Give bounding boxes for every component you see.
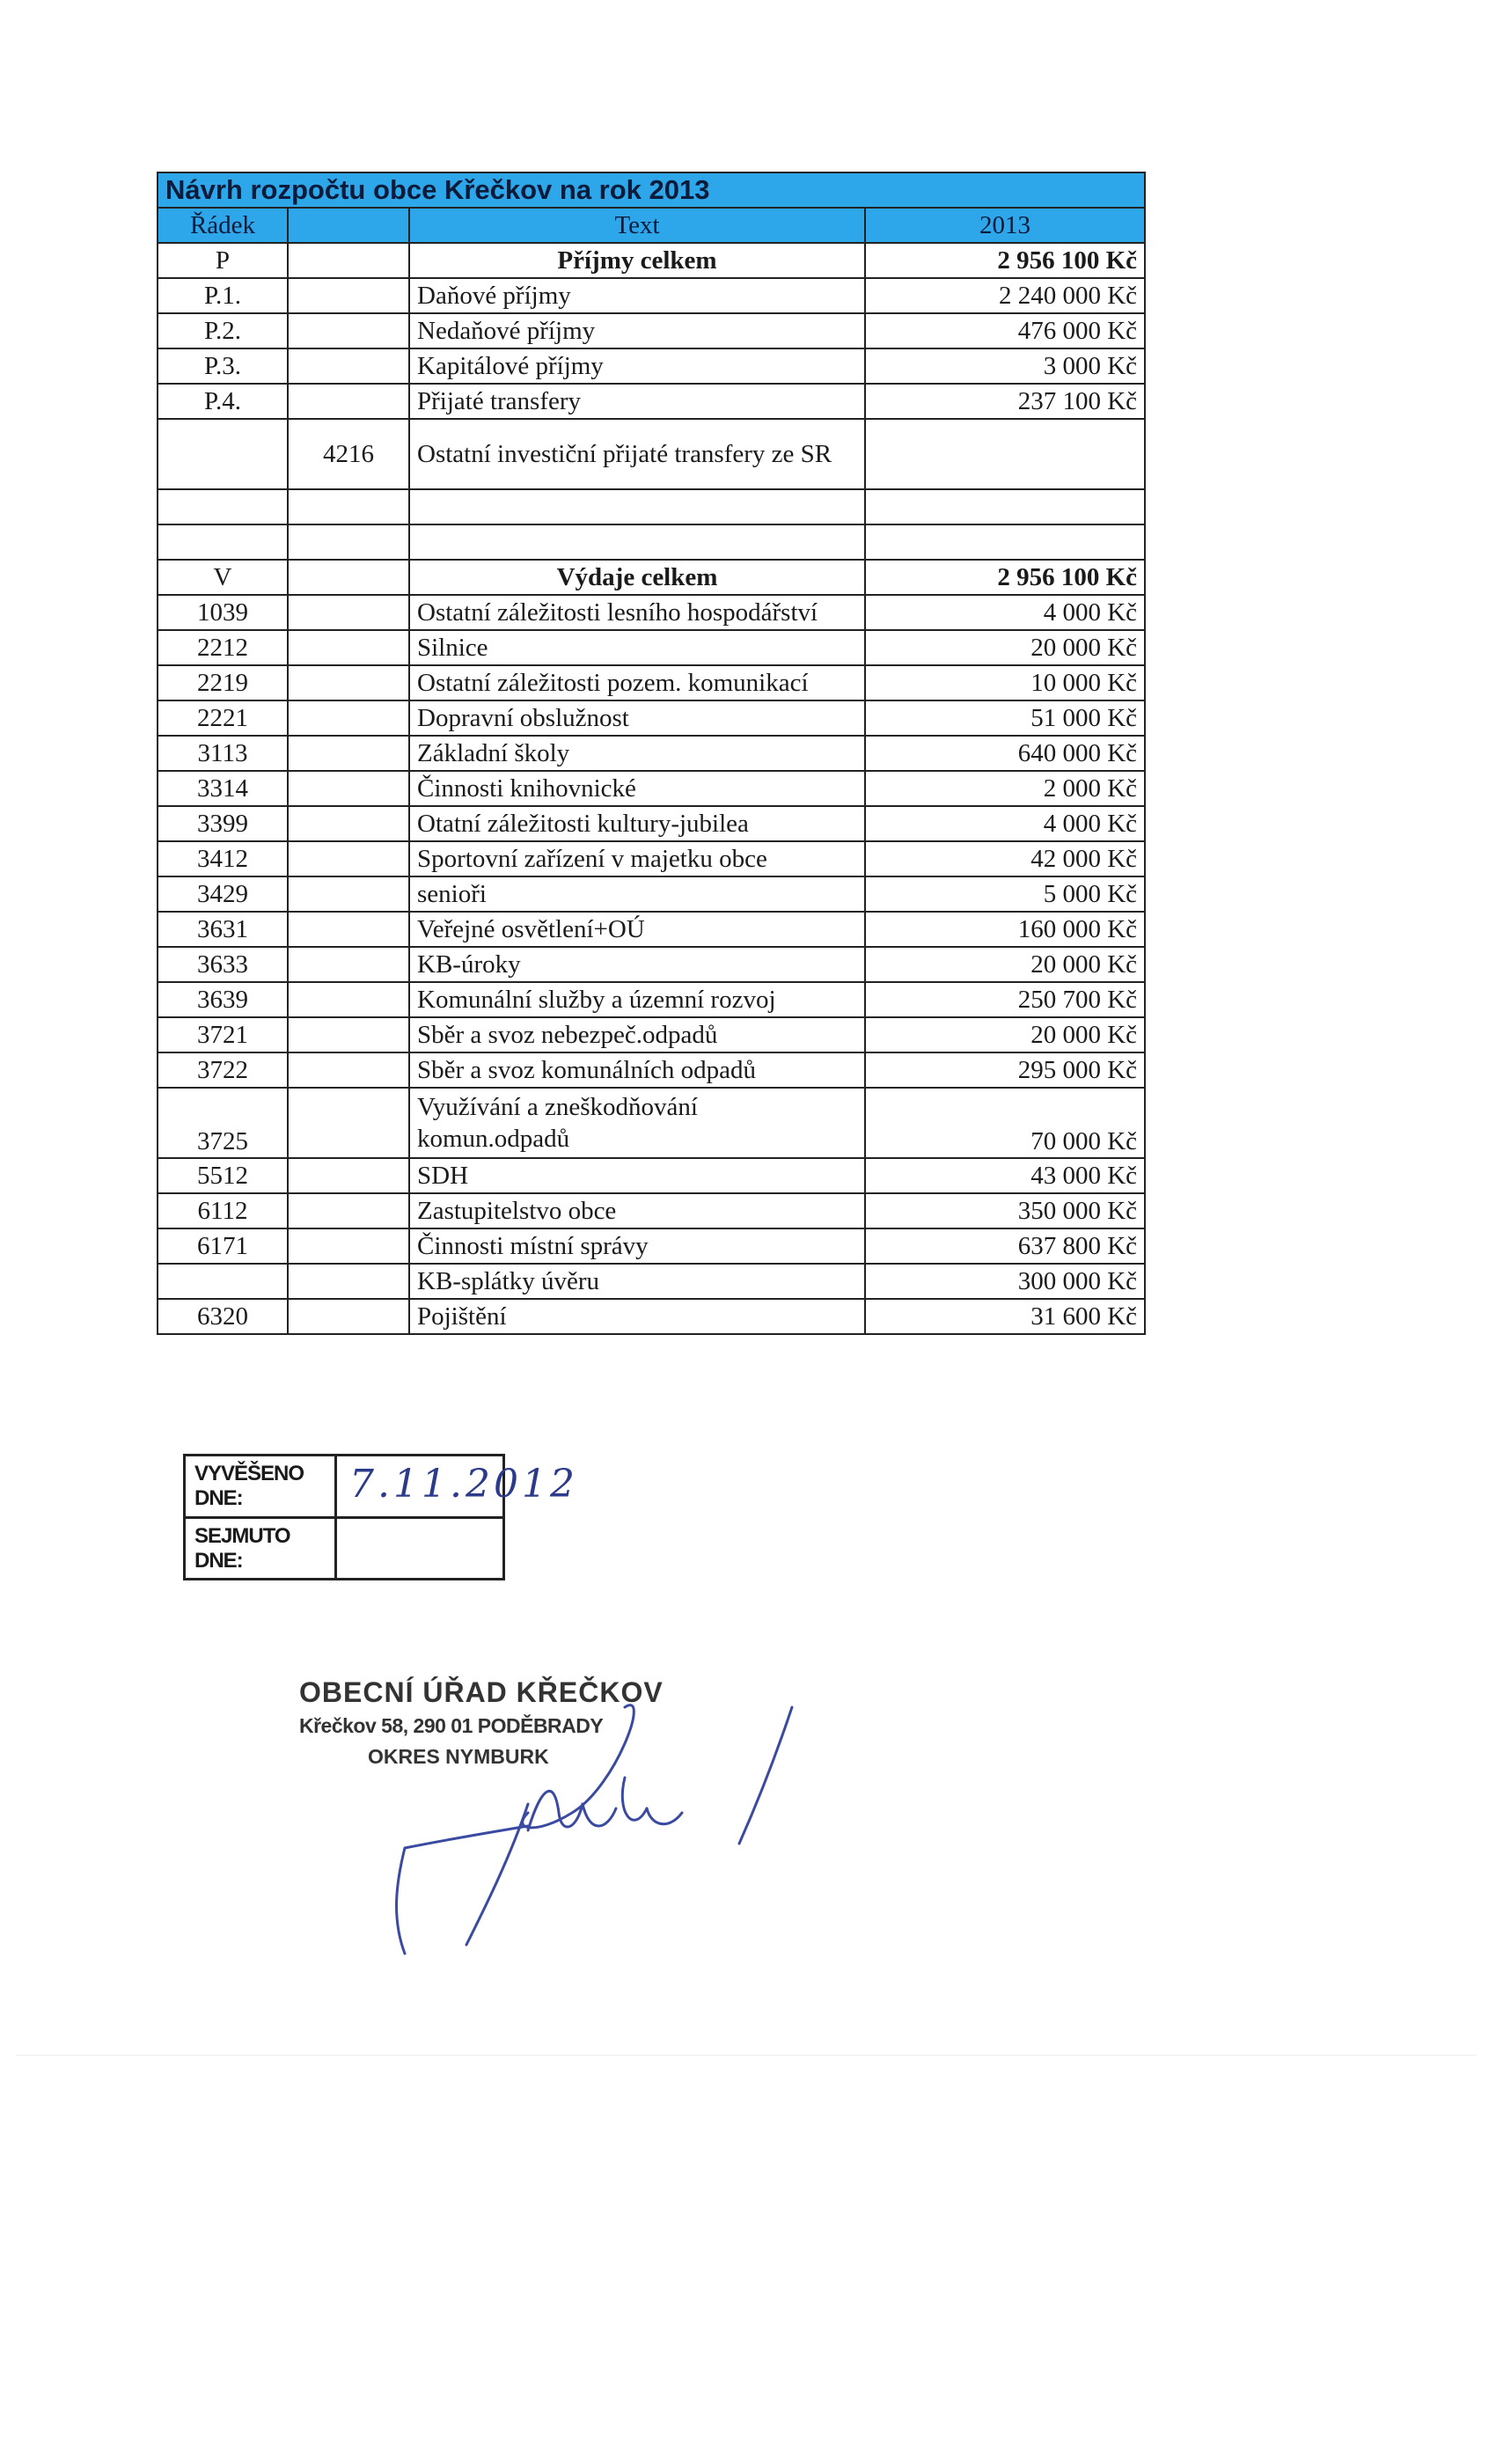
row-amount: 20 000 Kč bbox=[865, 630, 1145, 665]
table-row bbox=[158, 1228, 1145, 1264]
row-code bbox=[158, 1264, 288, 1299]
row-code: 2212 bbox=[158, 630, 288, 665]
table-row bbox=[158, 665, 1145, 700]
blank-cell bbox=[288, 912, 409, 947]
row-amount: 20 000 Kč bbox=[865, 1017, 1145, 1052]
row-code: 3429 bbox=[158, 876, 288, 912]
row-code: 3631 bbox=[158, 912, 288, 947]
blank-cell bbox=[288, 348, 409, 384]
row-text: Ostatní záležitosti pozem. komunikací bbox=[409, 665, 865, 700]
row-code: P.3. bbox=[158, 348, 288, 384]
row-text: Ostatní investiční přijaté transfery ze SR bbox=[409, 419, 865, 489]
blank-cell bbox=[288, 947, 409, 982]
row-amount: 295 000 Kč bbox=[865, 1052, 1145, 1088]
row-amount: 3 000 Kč bbox=[865, 348, 1145, 384]
blank-cell bbox=[288, 700, 409, 736]
row-text: Výdaje celkem bbox=[409, 560, 865, 595]
row-code: 2219 bbox=[158, 665, 288, 700]
row-code: 3412 bbox=[158, 841, 288, 876]
row-amount: 70 000 Kč bbox=[865, 1088, 1145, 1158]
table-row bbox=[158, 384, 1145, 419]
table-row bbox=[158, 348, 1145, 384]
row-text: Základní školy bbox=[409, 736, 865, 771]
header-text: Text bbox=[409, 208, 865, 243]
row-text: senioři bbox=[409, 876, 865, 912]
row-text: Sportovní zařízení v majetku obce bbox=[409, 841, 865, 876]
posted-date: 7.11.2012 bbox=[349, 1462, 578, 1507]
row-amount: 300 000 Kč bbox=[865, 1264, 1145, 1299]
row-code: 3633 bbox=[158, 947, 288, 982]
table-row bbox=[158, 1193, 1145, 1228]
blank-cell bbox=[288, 243, 409, 278]
row-text: Příjmy celkem bbox=[409, 243, 865, 278]
row-text: Daňové příjmy bbox=[409, 278, 865, 313]
row-code: 5512 bbox=[158, 1158, 288, 1193]
office-address: Křečkov 58, 290 01 PODĚBRADY bbox=[299, 1714, 604, 1737]
blank-cell bbox=[288, 1193, 409, 1228]
empty-row bbox=[158, 489, 1145, 524]
title-row bbox=[158, 172, 1145, 208]
blank-cell bbox=[288, 806, 409, 841]
table-row bbox=[158, 1158, 1145, 1193]
row-text: Dopravní obslužnost bbox=[409, 700, 865, 736]
blank-cell bbox=[288, 736, 409, 771]
blank-cell bbox=[865, 419, 1145, 489]
row-code: 6320 bbox=[158, 1299, 288, 1334]
row-amount: 4 000 Kč bbox=[865, 595, 1145, 630]
blank-cell bbox=[288, 841, 409, 876]
table-row bbox=[158, 1299, 1145, 1334]
table-row bbox=[158, 982, 1145, 1017]
removed-label: SEJMUTO DNE: bbox=[186, 1519, 337, 1578]
income-total-row bbox=[158, 243, 1145, 278]
row-code: P.4. bbox=[158, 384, 288, 419]
row-amount: 5 000 Kč bbox=[865, 876, 1145, 912]
row-amount: 640 000 Kč bbox=[865, 736, 1145, 771]
table-row bbox=[158, 912, 1145, 947]
row-text: Činnosti knihovnické bbox=[409, 771, 865, 806]
table-row bbox=[158, 947, 1145, 982]
row-amount: 350 000 Kč bbox=[865, 1193, 1145, 1228]
row-code: 3639 bbox=[158, 982, 288, 1017]
blank-cell bbox=[288, 384, 409, 419]
row-text: Přijaté transfery bbox=[409, 384, 865, 419]
table-row bbox=[158, 1017, 1145, 1052]
row-text: KB-úroky bbox=[409, 947, 865, 982]
table-row bbox=[158, 700, 1145, 736]
row-amount: 250 700 Kč bbox=[865, 982, 1145, 1017]
row-amount: 20 000 Kč bbox=[865, 947, 1145, 982]
row-text: KB-splátky úvěru bbox=[409, 1264, 865, 1299]
row-amount: 31 600 Kč bbox=[865, 1299, 1145, 1334]
header-row bbox=[158, 208, 1145, 243]
blank-cell bbox=[288, 278, 409, 313]
blank-cell bbox=[158, 419, 288, 489]
row-code: V bbox=[158, 560, 288, 595]
row-amount: 2 000 Kč bbox=[865, 771, 1145, 806]
row-amount: 42 000 Kč bbox=[865, 841, 1145, 876]
row-code: 4216 bbox=[288, 419, 409, 489]
header-blank bbox=[288, 208, 409, 243]
row-code: 3722 bbox=[158, 1052, 288, 1088]
removed-row bbox=[186, 1519, 502, 1578]
office-district: OKRES NYMBURK bbox=[368, 1745, 549, 1768]
header-radek: Řádek bbox=[158, 208, 288, 243]
table-row bbox=[158, 876, 1145, 912]
budget-table bbox=[157, 172, 1146, 1335]
blank-cell bbox=[288, 1017, 409, 1052]
table-row bbox=[158, 278, 1145, 313]
row-text: Silnice bbox=[409, 630, 865, 665]
row-text: SDH bbox=[409, 1158, 865, 1193]
empty-row bbox=[158, 524, 1145, 560]
row-code: 6112 bbox=[158, 1193, 288, 1228]
table-row bbox=[158, 630, 1145, 665]
row-text: Kapitálové příjmy bbox=[409, 348, 865, 384]
row-amount: 43 000 Kč bbox=[865, 1158, 1145, 1193]
row-code: P.2. bbox=[158, 313, 288, 348]
blank-cell bbox=[288, 560, 409, 595]
row-code: P.1. bbox=[158, 278, 288, 313]
row-text: Činnosti místní správy bbox=[409, 1228, 865, 1264]
signature-icon bbox=[352, 1681, 810, 1971]
header-year: 2013 bbox=[865, 208, 1145, 243]
row-code: 3113 bbox=[158, 736, 288, 771]
blank-cell bbox=[288, 982, 409, 1017]
row-code: 3399 bbox=[158, 806, 288, 841]
blank-cell bbox=[288, 876, 409, 912]
posted-row bbox=[186, 1456, 578, 1519]
table-row bbox=[158, 841, 1145, 876]
row-amount: 2 956 100 Kč bbox=[865, 243, 1145, 278]
table-row bbox=[158, 736, 1145, 771]
blank-cell bbox=[288, 630, 409, 665]
table-row bbox=[158, 806, 1145, 841]
table-row bbox=[158, 1264, 1145, 1299]
row-text: Komunální služby a územní rozvoj bbox=[409, 982, 865, 1017]
table-row bbox=[158, 313, 1145, 348]
blank-cell bbox=[288, 1228, 409, 1264]
blank-cell bbox=[288, 1088, 409, 1158]
table-row bbox=[158, 771, 1145, 806]
transfer-row bbox=[158, 419, 1145, 489]
blank-cell bbox=[288, 771, 409, 806]
blank-cell bbox=[288, 665, 409, 700]
row-amount: 10 000 Kč bbox=[865, 665, 1145, 700]
row-amount: 2 240 000 Kč bbox=[865, 278, 1145, 313]
row-text: Pojištění bbox=[409, 1299, 865, 1334]
posted-label: VYVĚŠENO DNE: bbox=[186, 1456, 337, 1516]
row-text: Sběr a svoz nebezpeč.odpadů bbox=[409, 1017, 865, 1052]
expense-total-row bbox=[158, 560, 1145, 595]
blank-cell bbox=[288, 313, 409, 348]
row-amount: 237 100 Kč bbox=[865, 384, 1145, 419]
row-amount: 4 000 Kč bbox=[865, 806, 1145, 841]
blank-cell bbox=[288, 1264, 409, 1299]
row-code: 2221 bbox=[158, 700, 288, 736]
row-amount: 51 000 Kč bbox=[865, 700, 1145, 736]
row-amount: 2 956 100 Kč bbox=[865, 560, 1145, 595]
table-row bbox=[158, 1052, 1145, 1088]
table-title: Návrh rozpočtu obce Křečkov na rok 2013 bbox=[158, 172, 1145, 208]
row-text: Ostatní záležitosti lesního hospodářství bbox=[409, 595, 865, 630]
row-text-line2: komun.odpadů bbox=[417, 1125, 570, 1153]
row-amount: 476 000 Kč bbox=[865, 313, 1145, 348]
office-name: OBECNÍ ÚŘAD KŘEČKOV bbox=[299, 1676, 664, 1708]
row-code: 3721 bbox=[158, 1017, 288, 1052]
row-code: 3314 bbox=[158, 771, 288, 806]
blank-cell bbox=[288, 595, 409, 630]
row-code: 3725 bbox=[158, 1088, 288, 1158]
row-code: 6171 bbox=[158, 1228, 288, 1264]
table-row bbox=[158, 1088, 1145, 1158]
row-text: Veřejné osvětlení+OÚ bbox=[409, 912, 865, 947]
row-code: 1039 bbox=[158, 595, 288, 630]
table-row bbox=[158, 595, 1145, 630]
row-text: Zastupitelstvo obce bbox=[409, 1193, 865, 1228]
blank-cell bbox=[288, 1052, 409, 1088]
row-text: Sběr a svoz komunálních odpadů bbox=[409, 1052, 865, 1088]
blank-cell bbox=[288, 1158, 409, 1193]
row-text-line1: Využívání a zneškodňování bbox=[417, 1093, 698, 1121]
row-amount: 160 000 Kč bbox=[865, 912, 1145, 947]
blank-cell bbox=[288, 1299, 409, 1334]
posting-stamp bbox=[183, 1454, 578, 1580]
row-text: Otatní záležitosti kultury-jubilea bbox=[409, 806, 865, 841]
row-amount: 637 800 Kč bbox=[865, 1228, 1145, 1264]
row-text bbox=[409, 1088, 865, 1158]
row-text: Nedaňové příjmy bbox=[409, 313, 865, 348]
row-code: P bbox=[158, 243, 288, 278]
